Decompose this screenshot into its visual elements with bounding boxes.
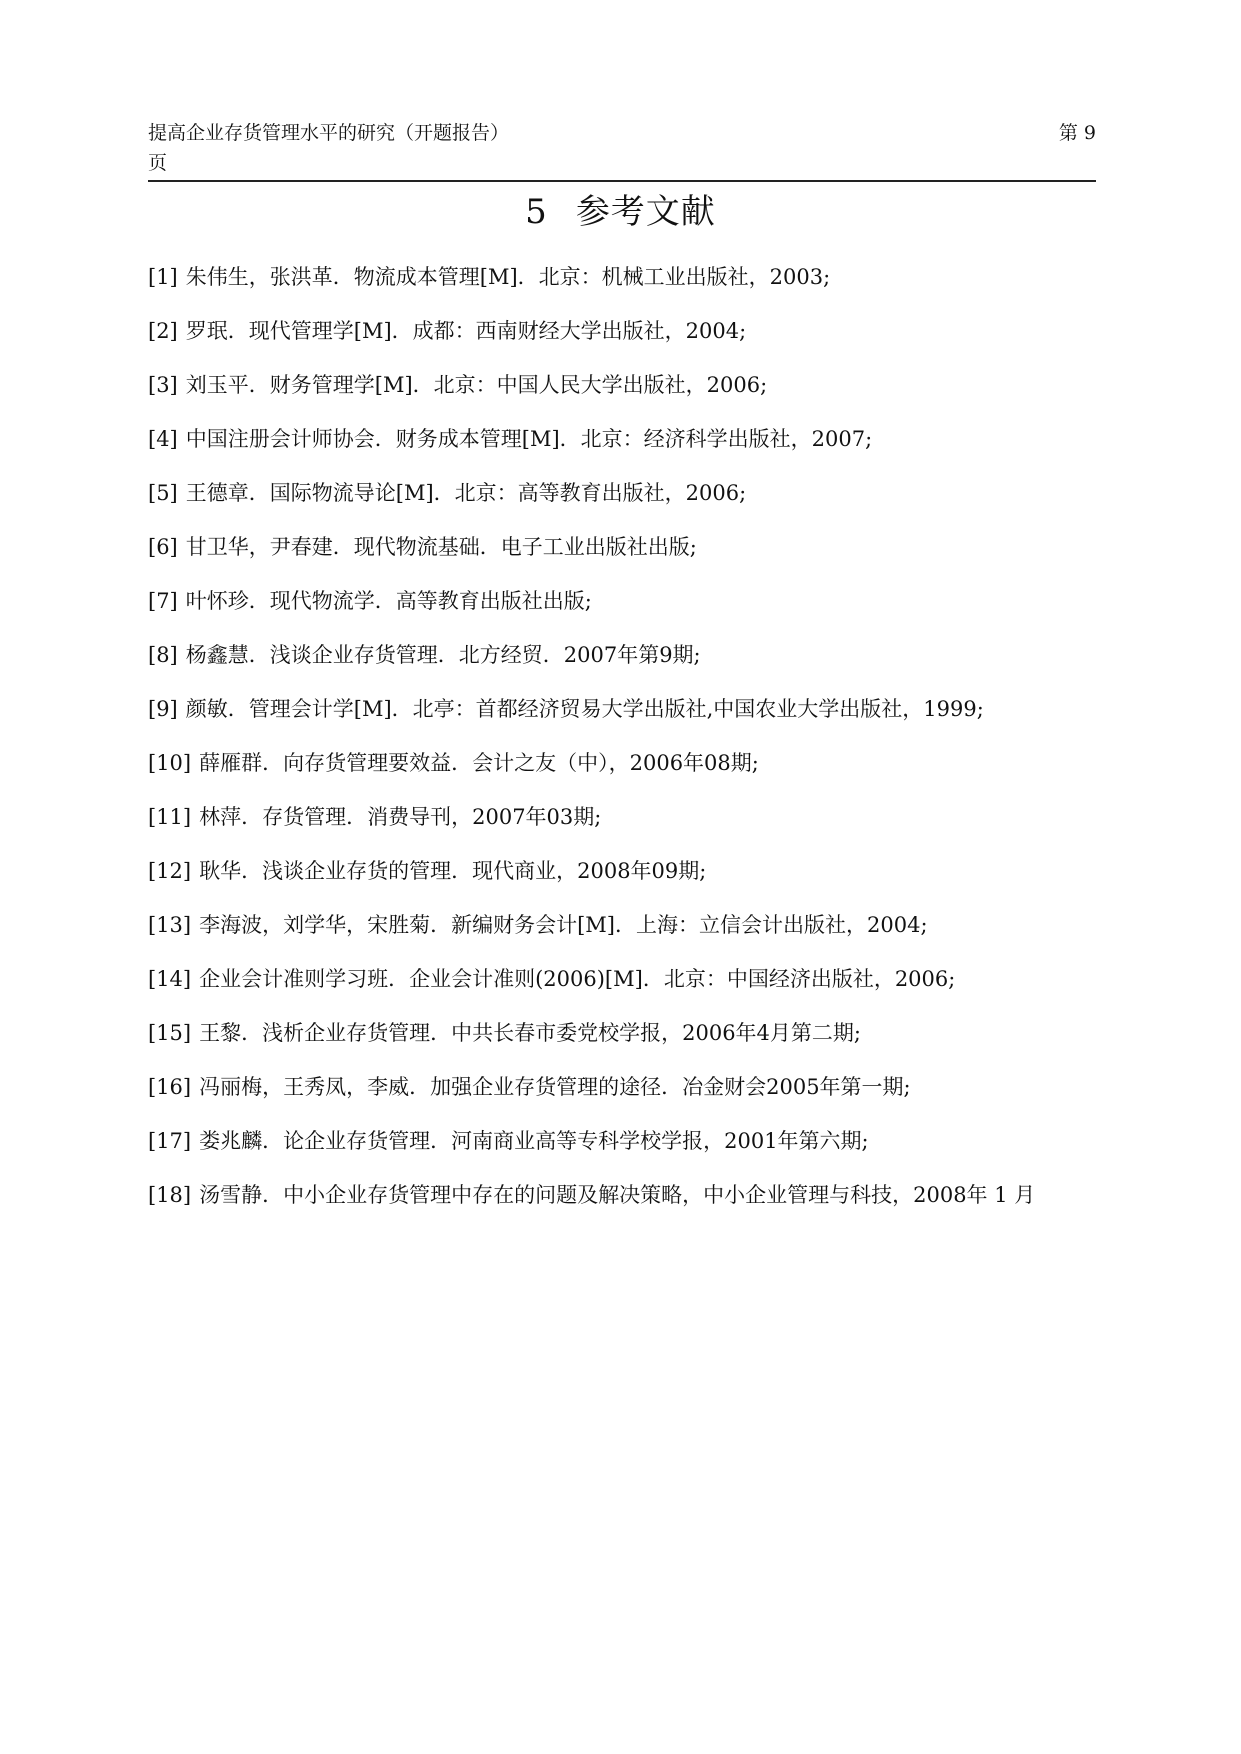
reference-index: [3] <box>148 373 178 397</box>
reference-item <box>148 690 1108 728</box>
reference-text: 朱伟生，张洪革．物流成本管理[M]．北京：机械工业出版社，2003; <box>185 265 831 289</box>
reference-index: [14] <box>148 967 192 991</box>
reference-text: 汤雪静．中小企业存货管理中存在的问题及解决策略，中小企业管理与科技，2008年 1 月 <box>199 1183 1036 1207</box>
reference-item <box>148 420 1108 458</box>
reference-text: 刘玉平．财务管理学[M]．北京：中国人民大学出版社，2006; <box>185 373 768 397</box>
reference-text: 甘卫华，尹春建．现代物流基础．电子工业出版社出版; <box>185 535 697 559</box>
section-title: 参考文献 <box>575 192 716 232</box>
reference-item <box>148 744 1108 782</box>
reference-text: 薛雁群．向存货管理要效益．会计之友（中），2006年08期; <box>199 751 759 775</box>
header-title <box>148 118 708 178</box>
reference-index: [2] <box>148 319 178 343</box>
reference-index: [9] <box>148 697 178 721</box>
reference-index: [18] <box>148 1183 192 1207</box>
reference-index: [5] <box>148 481 178 505</box>
header-title-text: 提高企业存货管理水平的研究（开题报告） <box>148 122 510 144</box>
reference-item <box>148 474 1108 512</box>
reference-item <box>148 1122 1108 1160</box>
reference-text: 冯丽梅，王秀凤，李威．加强企业存货管理的途径．冶金财会2005年第一期; <box>199 1075 911 1099</box>
reference-index: [8] <box>148 643 178 667</box>
reference-index: [4] <box>148 427 178 451</box>
reference-index: [15] <box>148 1021 192 1045</box>
reference-index: [1] <box>148 265 178 289</box>
reference-item <box>148 1068 1108 1106</box>
header-page-number: 第 9 <box>1058 122 1096 144</box>
reference-item <box>148 582 1108 620</box>
reference-text: 叶怀珍．现代物流学．高等教育出版社出版; <box>185 589 592 613</box>
reference-item <box>148 1176 1108 1214</box>
reference-item <box>148 798 1108 836</box>
reference-item <box>148 852 1108 890</box>
reference-index: [11] <box>148 805 192 829</box>
reference-text: 林萍．存货管理．消费导刊，2007年03期; <box>199 805 602 829</box>
reference-item <box>148 366 1108 404</box>
reference-index: [10] <box>148 751 192 775</box>
reference-text: 企业会计准则学习班．企业会计准则(2006)[M]．北京：中国经济出版社，2006; <box>199 967 956 991</box>
reference-text: 中国注册会计师协会．财务成本管理[M]．北京：经济科学出版社，2007; <box>185 427 873 451</box>
reference-item <box>148 312 1108 350</box>
reference-index: [16] <box>148 1075 192 1099</box>
reference-index: [13] <box>148 913 192 937</box>
reference-index: [12] <box>148 859 192 883</box>
reference-list <box>148 258 1108 1230</box>
reference-text: 王德章．国际物流导论[M]．北京：高等教育出版社，2006; <box>185 481 747 505</box>
reference-item <box>148 636 1108 674</box>
reference-item <box>148 960 1108 998</box>
reference-index: [17] <box>148 1129 192 1153</box>
reference-text: 杨鑫慧．浅谈企业存货管理．北方经贸．2007年第9期; <box>185 643 701 667</box>
section-number: 5 <box>525 192 548 232</box>
reference-text: 娄兆麟．论企业存货管理．河南商业高等专科学校学报，2001年第六期; <box>199 1129 869 1153</box>
reference-text: 颜敏．管理会计学[M]．北亭：首都经济贸易大学出版社,中国农业大学出版社，1999; <box>185 697 984 721</box>
reference-text: 罗珉．现代管理学[M]．成都：西南财经大学出版社，2004; <box>185 319 747 343</box>
reference-item <box>148 906 1108 944</box>
header-title-continuation: 页 <box>148 152 168 174</box>
reference-text: 王黎．浅析企业存货管理．中共长春市委党校学报，2006年4月第二期; <box>199 1021 861 1045</box>
reference-index: [7] <box>148 589 178 613</box>
reference-text: 耿华．浅谈企业存货的管理．现代商业，2008年09期; <box>199 859 707 883</box>
reference-item <box>148 258 1108 296</box>
page-header <box>148 118 1096 182</box>
reference-item <box>148 1014 1108 1052</box>
reference-item <box>148 528 1108 566</box>
reference-text: 李海波，刘学华，宋胜菊．新编财务会计[M]．上海：立信会计出版社，2004; <box>199 913 928 937</box>
section-heading <box>0 184 1241 240</box>
reference-index: [6] <box>148 535 178 559</box>
